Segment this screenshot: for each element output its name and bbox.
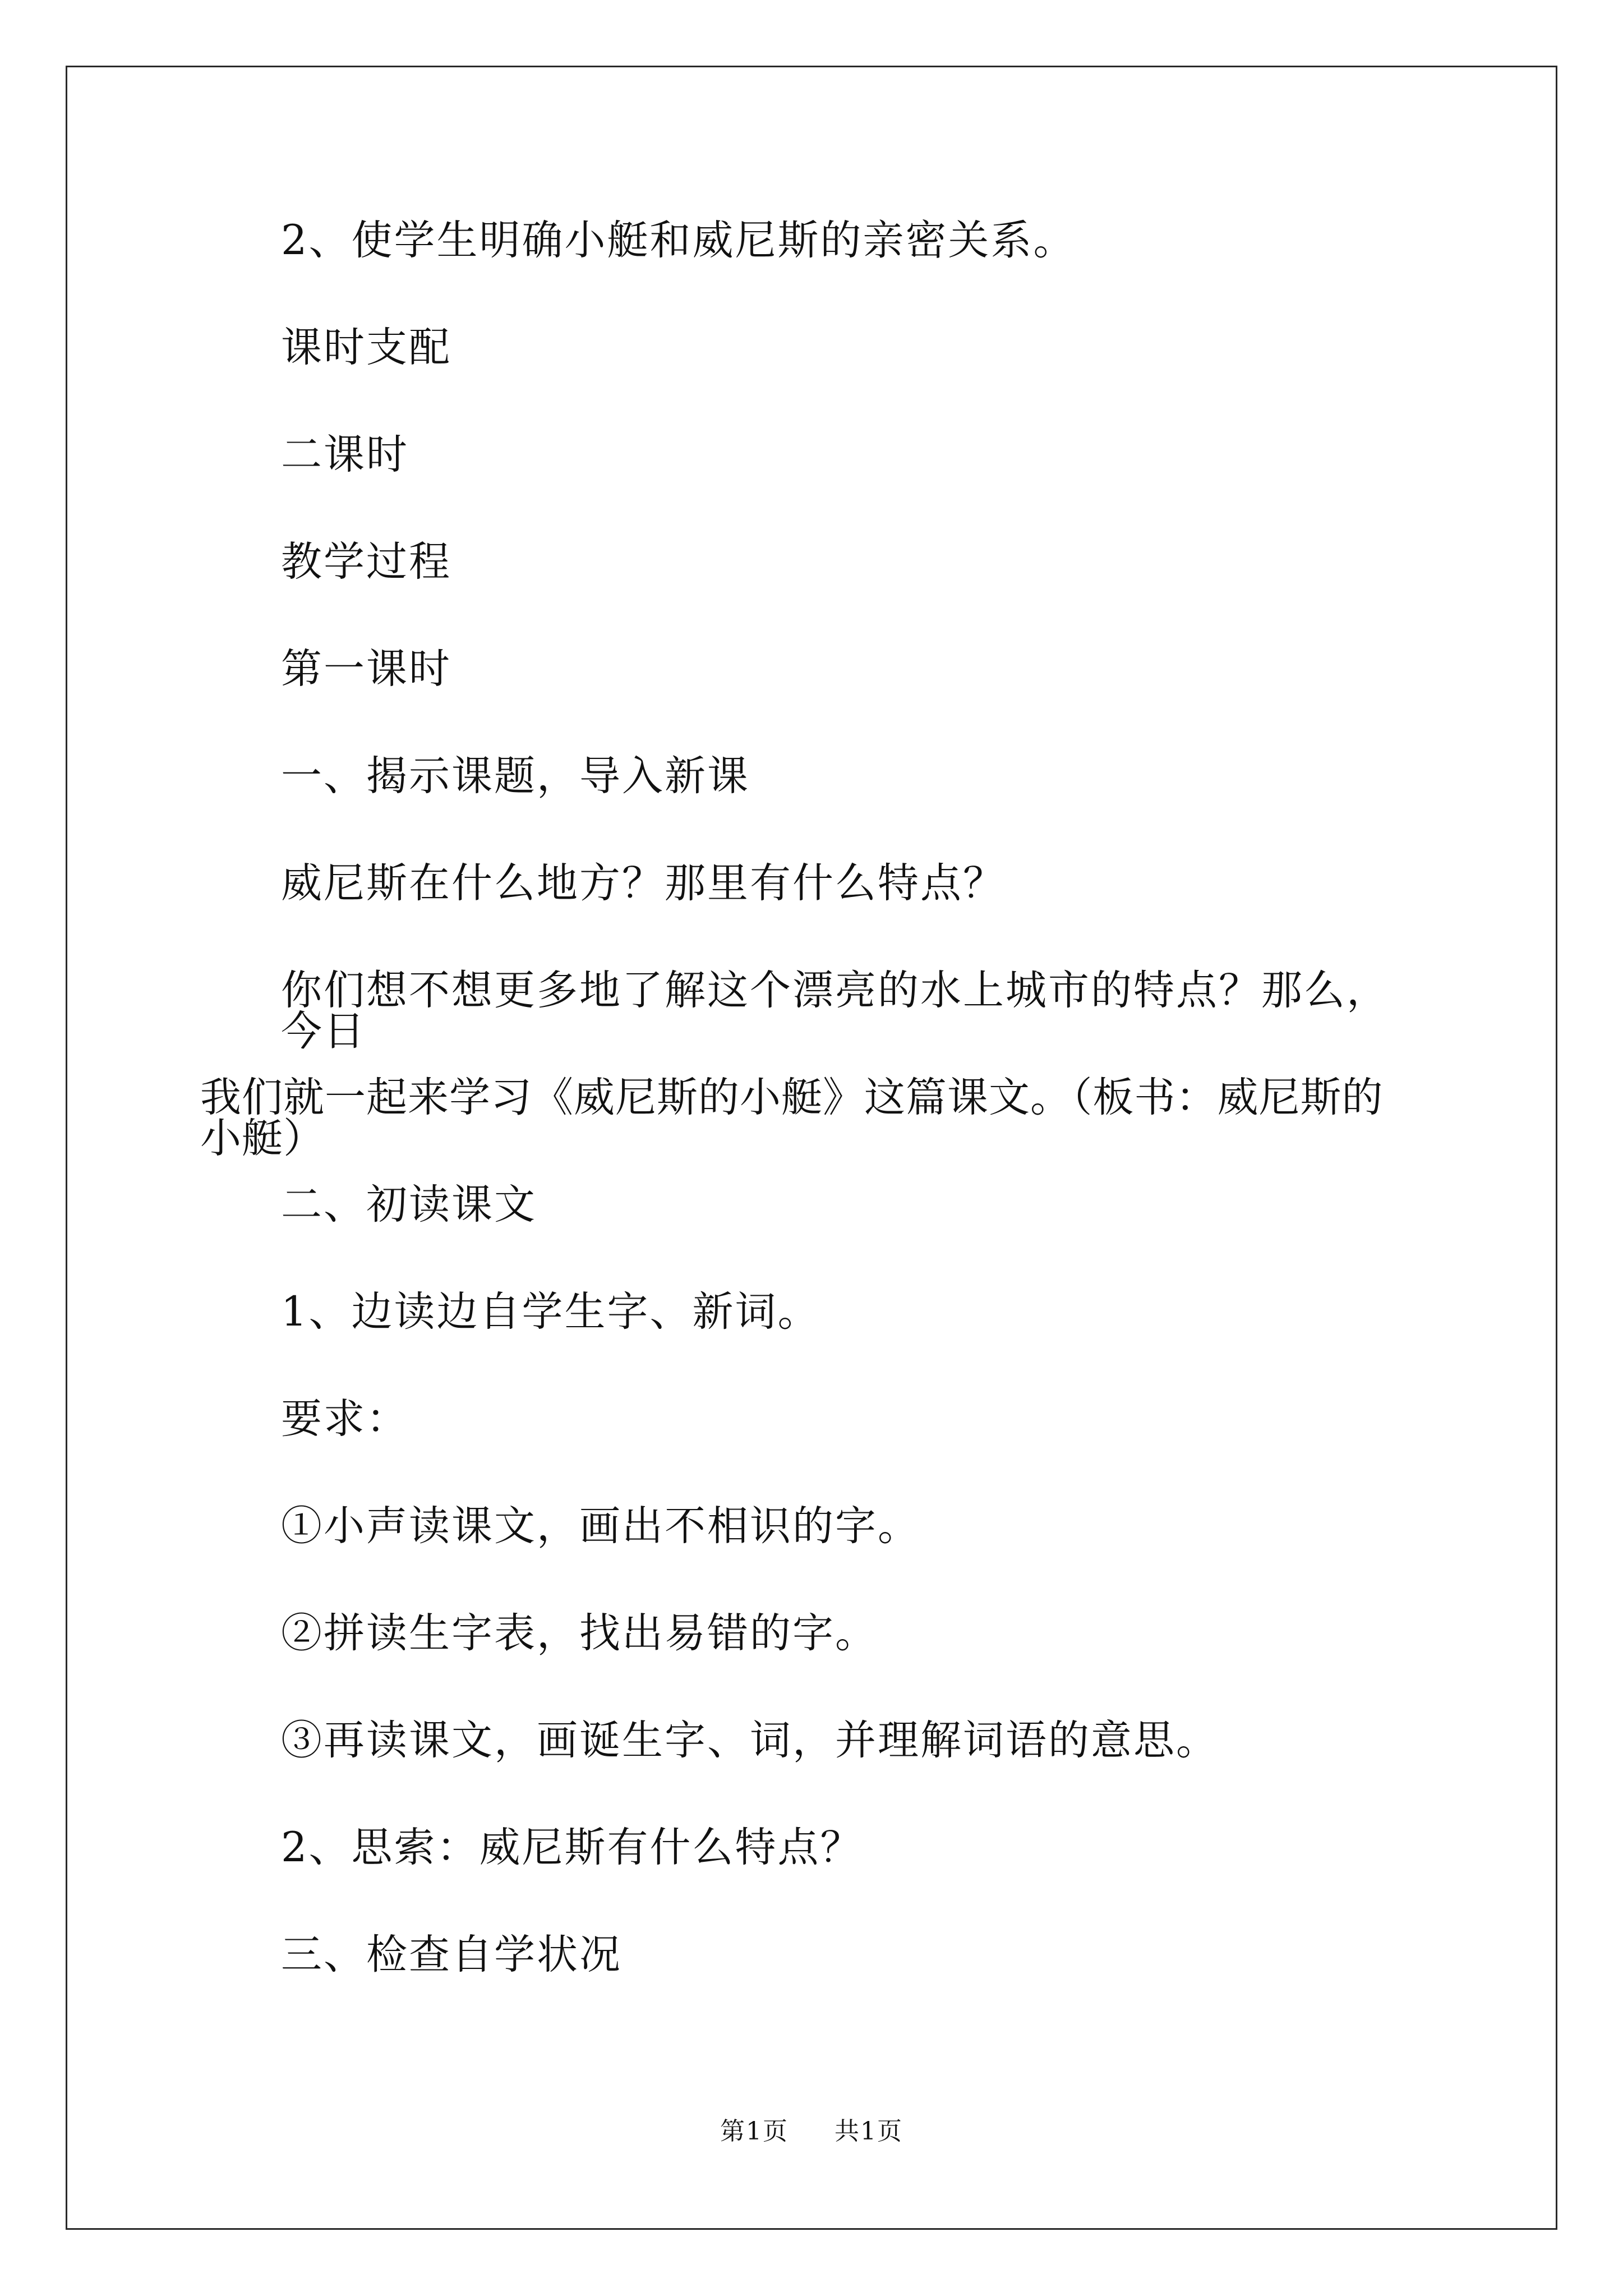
paragraph-req-3: ③再读课文，画诞生字、词，并理解词语的意思。 xyxy=(281,1717,1219,1764)
page-number: 第1页 xyxy=(720,2117,789,2146)
document-body xyxy=(200,217,1417,2041)
paragraph-step-1: 1、边读边自学生字、新词。 xyxy=(281,1288,820,1336)
paragraph-first-lesson: 第一课时 xyxy=(281,645,451,693)
paragraph-question: 威尼斯在什么地方？那里有什么特点？ xyxy=(281,859,1006,907)
paragraph-schedule-heading: 课时支配 xyxy=(281,324,451,371)
paragraph-req-2: ②拼读生字表，找出易错的字。 xyxy=(281,1609,878,1657)
paragraph-intro-line-1: 你们想不想更多地了解这个漂亮的水上城市的特点？那么，今日 xyxy=(281,967,1389,1055)
paragraph-process-heading: 教学过程 xyxy=(281,538,451,586)
section-heading-3: 三、检查自学状况 xyxy=(281,1931,622,1978)
page-footer xyxy=(0,2118,1623,2146)
paragraph-intro xyxy=(200,967,1417,1162)
paragraph-schedule-value: 二课时 xyxy=(281,431,409,478)
section-heading-1: 一、揭示课题，导入新课 xyxy=(281,752,750,800)
paragraph-requirements: 要求： xyxy=(281,1395,409,1443)
paragraph-goal-2: 2、使学生明确小艇和威尼斯的亲密关系。 xyxy=(281,217,1076,264)
section-heading-2: 二、初读课文 xyxy=(281,1181,537,1228)
paragraph-step-2: 2、思索：威尼斯有什么特点？ xyxy=(281,1824,863,1871)
paragraph-req-1: ①小声读课文，画出不相识的字。 xyxy=(281,1502,920,1550)
page-total: 共1页 xyxy=(834,2117,903,2146)
paragraph-intro-line-2: 我们就一起来学习《威尼斯的小艇》这篇课文。（板书：威尼斯的小艇） xyxy=(200,1074,1384,1162)
